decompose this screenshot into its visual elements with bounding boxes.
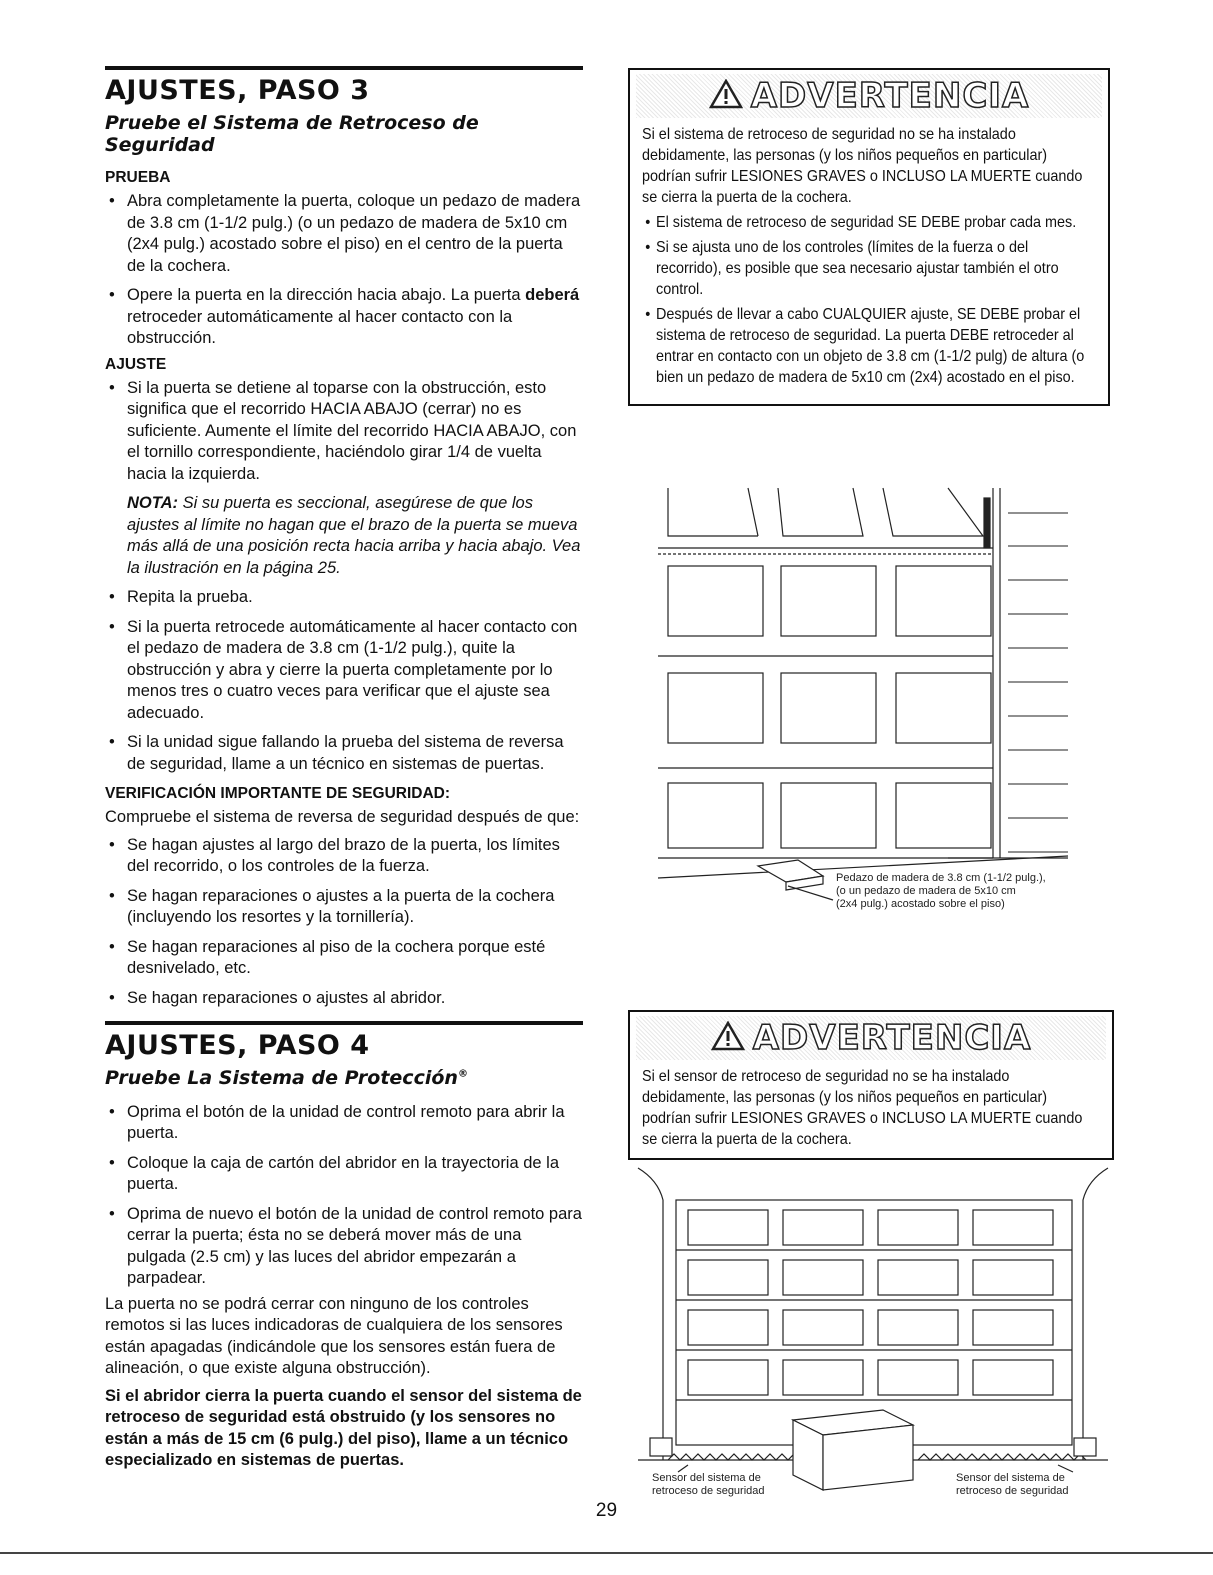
note-label: NOTA: bbox=[127, 494, 179, 513]
adjust-list-rest bbox=[105, 587, 583, 775]
list-item bbox=[127, 285, 583, 350]
door-wood-block-illustration bbox=[648, 478, 1078, 928]
door-sensor-illustration bbox=[628, 1160, 1118, 1510]
adjust-heading: AJUSTE bbox=[105, 355, 167, 373]
list-item: • Si la puerta se detiene al toparse con la obstrucción, esto significa que el recorrido HACIA ABAJO (cerrar) no es suficiente. Aumente el límite del recorrido HACIA ABAJO, con el tornillo correspondiente, haciéndolo girar 1/4 de vuelta hacia la izquierda. bbox=[127, 378, 583, 486]
step4-bold-paragraph: Si el abridor cierra la puerta cuando el sensor del sistema de retroceso de seguridad está obstruido (y los sensores no están a más de 15 cm (6 pulg.) del piso), llame a un técnico especializado en sistemas de puertas. bbox=[105, 1386, 582, 1470]
list-item: • Si la puerta retrocede automáticamente al hacer contacto con el pedazo de madera de 3.8 cm (1-1/2 pulg.), quite la obstrucción y abra y cierre la puerta completamente por lo menos tres o cuatro veces para verificar que el ajuste sea adecuado. bbox=[127, 617, 583, 725]
note-text: Si su puerta es seccional, asegúrese de que los ajustes al límite no hagan que el brazo de la puerta se mueva más allá de una posición recta hacia arriba y hacia abajo. Vea la ilustración en la página 25. bbox=[127, 494, 581, 577]
caption-line: Pedazo de madera de 3.8 cm (1-1/2 pulg.), bbox=[836, 872, 1046, 884]
warning-header bbox=[636, 1016, 1106, 1060]
warning-intro: Si el sensor de retroceso de seguridad no se ha instalado debidamente, las personas (y los niños pequeños en particular) podrían sufrir LESIONES GRAVES o INCLUSO LA MUERTE cuando se cierra la puerta de la cochera. bbox=[642, 1068, 1083, 1148]
verify-list bbox=[105, 835, 583, 1010]
list-item: • Oprima el botón de la unidad de control remoto para abrir la puerta. bbox=[127, 1102, 583, 1145]
wood-block-caption bbox=[836, 872, 1096, 911]
section-rule bbox=[105, 66, 583, 70]
step3-subtitle: Pruebe el Sistema de Retroceso de Seguridad bbox=[105, 111, 479, 157]
section-rule bbox=[105, 1021, 583, 1025]
list-item: • Se hagan reparaciones o ajustes a la puerta de la cochera (incluyendo los resortes y la tornillería). bbox=[127, 886, 583, 929]
list-item: • Se hagan reparaciones al piso de la cochera porque esté desnivelado, etc. bbox=[127, 937, 583, 980]
warning-header bbox=[636, 74, 1102, 118]
list-item: • El sistema de retroceso de seguridad SE DEBE probar cada mes. bbox=[656, 212, 1096, 233]
list-item: • Si la unidad sigue fallando la prueba del sistema de reversa de seguridad, llame a un técnico en sistemas de puertas. bbox=[127, 732, 583, 775]
list-item: • Repita la prueba. bbox=[127, 587, 583, 609]
step4-paragraph: La puerta no se podrá cerrar con ninguno de los controles remotos si las luces indicadoras de cualquiera de los sensores están apagadas (indicándole que los sensores están fuera de alineación, o que existe alguna obstrucción). bbox=[105, 1294, 563, 1378]
test-heading: PRUEBA bbox=[105, 169, 171, 187]
warning-body bbox=[630, 1066, 1112, 1150]
caption-line: Sensor del sistema de bbox=[956, 1472, 1065, 1484]
list-item-bold: deberá bbox=[525, 286, 580, 305]
list-item: • Coloque la caja de cartón del abridor en la trayectoria de la puerta. bbox=[127, 1153, 583, 1196]
list-item: • Se hagan reparaciones o ajustes al abridor. bbox=[127, 988, 583, 1010]
adjust-list bbox=[105, 378, 583, 486]
warning-body bbox=[630, 124, 1108, 388]
caption-line: Sensor del sistema de bbox=[652, 1472, 761, 1484]
left-sensor-caption bbox=[652, 1472, 765, 1498]
warning-triangle-icon bbox=[711, 1021, 745, 1056]
list-item-text: Opere la puerta en la dirección hacia abajo. La puerta bbox=[127, 286, 526, 305]
warning-box-2 bbox=[628, 1010, 1114, 1160]
warning-triangle-icon bbox=[709, 79, 743, 114]
caption-line: (2x4 pulg.) acostado sobre el piso) bbox=[836, 898, 1005, 910]
caption-line: (o un pedazo de madera de 5x10 cm bbox=[836, 885, 1016, 897]
step4-list bbox=[105, 1102, 583, 1290]
list-item-text: retroceder automáticamente al hacer contacto con la obstrucción. bbox=[127, 307, 513, 348]
right-column bbox=[628, 68, 1110, 406]
list-item: • Si se ajusta uno de los controles (límites de la fuerza o del recorrido), es posible que sea necesario ajustar también el otro control. bbox=[656, 237, 1096, 300]
warning-box bbox=[628, 68, 1110, 406]
verify-heading: VERIFICACIÓN IMPORTANTE DE SEGURIDAD: bbox=[105, 785, 451, 803]
list-item: • Oprima de nuevo el botón de la unidad de control remoto para cerrar la puerta; ésta no se deberá mover más de una pulgada (2.5 cm) y las luces del abridor empezarán a parpadear. bbox=[127, 1204, 583, 1290]
right-sensor-caption bbox=[956, 1472, 1069, 1498]
list-item: • Abra completamente la puerta, coloque un pedazo de madera de 3.8 cm (1-1/2 pulg.) (o un pedazo de madera de 5x10 cm (2x4 pulg.) acostado sobre el piso) en el centro de la puerta de la cochera. bbox=[127, 191, 583, 277]
note bbox=[127, 493, 583, 579]
warning-list bbox=[642, 212, 1096, 388]
verify-intro: Compruebe el sistema de reversa de seguridad después de que: bbox=[105, 808, 580, 827]
warning-intro: Si el sistema de retroceso de seguridad no se ha instalado debidamente, las personas (y los niños pequeños en particular) podrían sufrir LESIONES GRAVES o INCLUSO LA MUERTE cuando se cierra la puerta de la cochera. bbox=[642, 126, 1083, 206]
step4-title: AJUSTES, PASO 4 bbox=[105, 1030, 370, 1062]
step4-subtitle-text: Pruebe La Sistema de Protección bbox=[105, 1066, 458, 1089]
caption-line: retroceso de seguridad bbox=[956, 1485, 1069, 1497]
step4-subtitle bbox=[105, 1067, 583, 1090]
test-list bbox=[105, 191, 583, 350]
warning-title: ADVERTENCIA bbox=[752, 1018, 1032, 1058]
caption-line: retroceso de seguridad bbox=[652, 1485, 765, 1497]
page-number: 29 bbox=[595, 1500, 618, 1521]
warning-title: ADVERTENCIA bbox=[750, 76, 1030, 116]
list-item: • Se hagan ajustes al largo del brazo de la puerta, los límites del recorrido, o los controles de la fuerza. bbox=[127, 835, 583, 878]
bottom-rule bbox=[0, 1552, 1213, 1554]
registered-mark: ® bbox=[457, 1068, 468, 1080]
step3-title: AJUSTES, PASO 3 bbox=[105, 75, 370, 106]
list-item: • Después de llevar a cabo CUALQUIER ajuste, SE DEBE probar el sistema de retroceso de seguridad. La puerta DEBE retroceder al entrar en contacto con un objeto de 3.8 cm (1-1/2 pulg) de altura (o bien un pedazo de madera de 5x10 cm (2x4) acostado en el piso. bbox=[656, 304, 1096, 388]
left-column bbox=[105, 66, 583, 1478]
